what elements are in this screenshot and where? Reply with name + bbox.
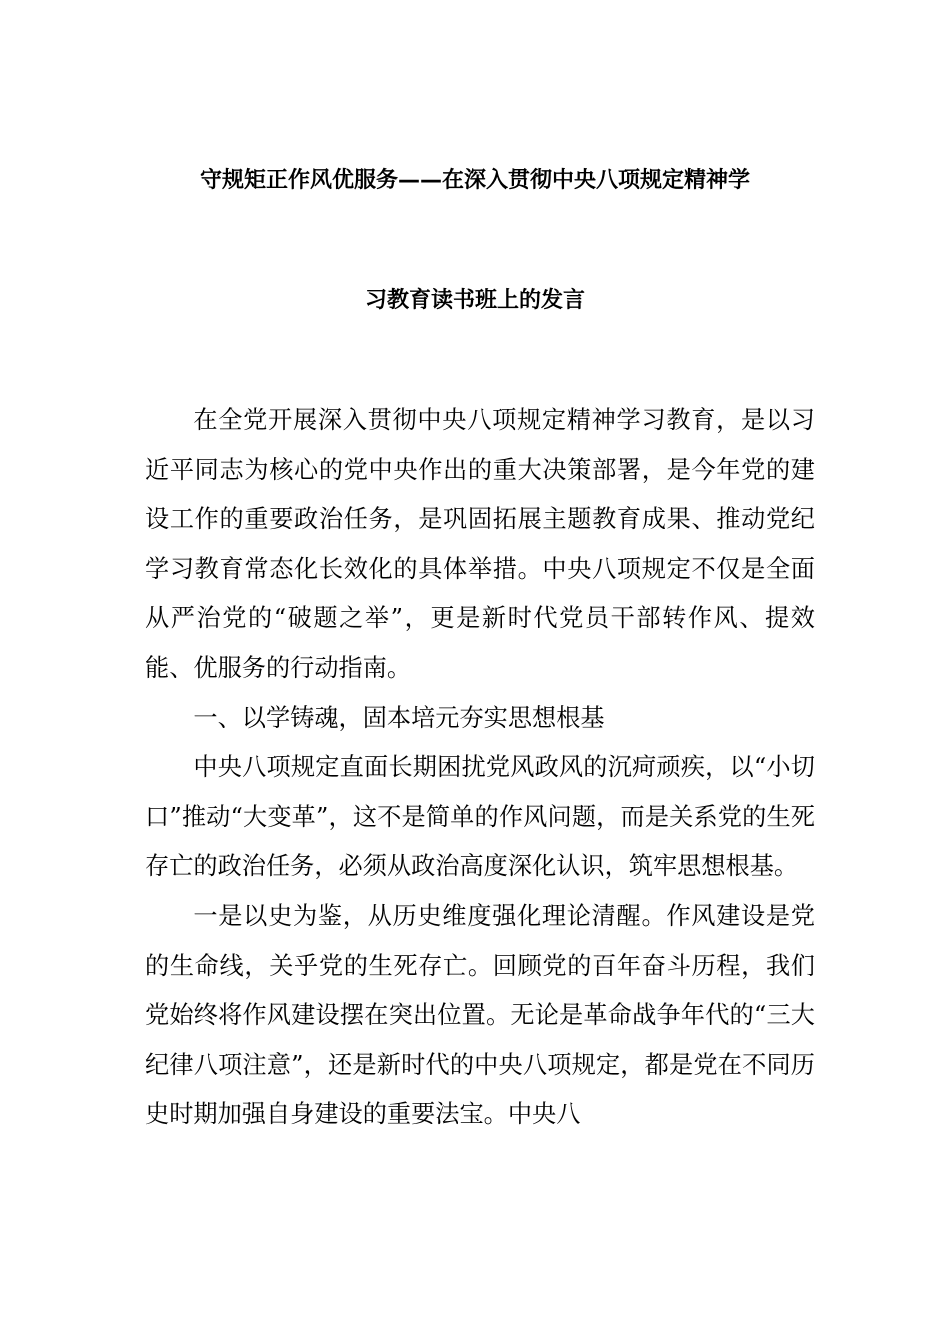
section-heading-1: 一、以学铸魂，固本培元夯实思想根基 xyxy=(193,703,605,732)
document-title-line-2: 习教育读书班上的发言 xyxy=(364,288,585,313)
document-body xyxy=(145,396,815,1140)
paragraph-section-1-intro: 中央八项规定直面长期困扰党风政风的沉疴顽疾，以“小切口”推动“大变革”，这不是简单的作风问题，而是关系党的生死存亡的政治任务，必须从政治高度深化认识，筑牢思想根基。 xyxy=(145,753,815,881)
document-title-line-1: 守规矩正作风优服务——在深入贯彻中央八项规定精神学 xyxy=(199,168,750,193)
paragraph-intro: 在全党开展深入贯彻中央八项规定精神学习教育，是以习近平同志为核心的党中央作出的重大决策部署，是今年党的建设工作的重要政治任务，是巩固拓展主题教育成果、推动党纪学习教育常态化长效化的具体举措。中央八项规定不仅是全面从严治党的“破题之举”，更是新时代党员干部转作风、提效能、优服务的行动指南。 xyxy=(145,406,815,682)
paragraph-point-1: 一是以史为鉴，从历史维度强化理论清醒。作风建设是党的生命线，关乎党的生死存亡。回顾党的百年奋斗历程，我们党始终将作风建设摆在突出位置。无论是革命战争年代的“三大纪律八项注意”，还是新时代的中央八项规定，都是党在不同历史时期加强自身建设的重要法宝。中央八 xyxy=(145,901,815,1129)
